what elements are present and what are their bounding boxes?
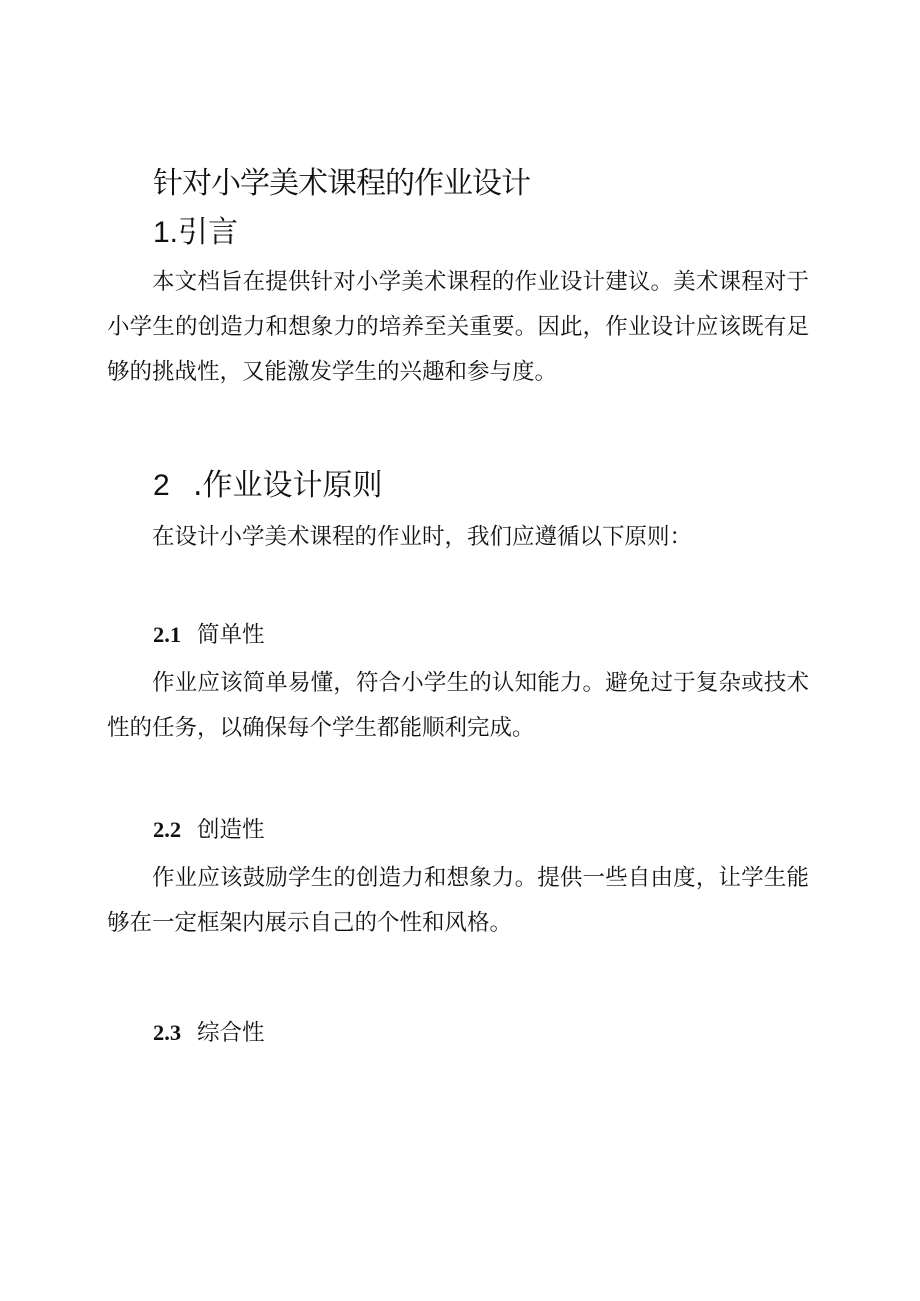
- section-2-1-heading: [153, 620, 265, 650]
- section-2-1-title: 简单性: [197, 622, 265, 648]
- section-1-title: 引言: [178, 215, 239, 250]
- section-2-3-title: 综合性: [197, 1020, 265, 1046]
- section-1-number: 1.: [153, 216, 179, 249]
- section-2-2-heading: [153, 815, 265, 845]
- section-2-title: .作业设计原则: [193, 468, 383, 503]
- section-2-2-number: 2.2: [153, 817, 182, 842]
- section-2-2-paragraph: 作业应该鼓励学生的创造力和想象力。提供一些自由度，让学生能够在一定框架内展示自己的个性和风格。: [107, 865, 809, 936]
- document-title: 针对小学美术课程的作业设计: [153, 166, 530, 201]
- section-2-number: 2: [153, 469, 170, 502]
- section-2-3-heading: [153, 1018, 265, 1048]
- section-2-1-number: 2.1: [153, 622, 182, 647]
- section-1-paragraph: 本文档旨在提供针对小学美术课程的作业设计建议。美术课程对于小学生的创造力和想象力的培养至关重要。因此，作业设计应该既有足够的挑战性，又能激发学生的兴趣和参与度。: [107, 269, 809, 385]
- section-2-1-paragraph: 作业应该简单易懂，符合小学生的认知能力。避免过于复杂或技术性的任务，以确保每个学生都能顺利完成。: [107, 670, 809, 741]
- section-2-paragraph: 在设计小学美术课程的作业时，我们应遵循以下原则：: [152, 524, 693, 550]
- section-2-3-number: 2.3: [153, 1020, 182, 1045]
- section-2-heading: [153, 466, 383, 506]
- section-2-2-title: 创造性: [197, 817, 265, 843]
- section-1-heading: [153, 213, 238, 253]
